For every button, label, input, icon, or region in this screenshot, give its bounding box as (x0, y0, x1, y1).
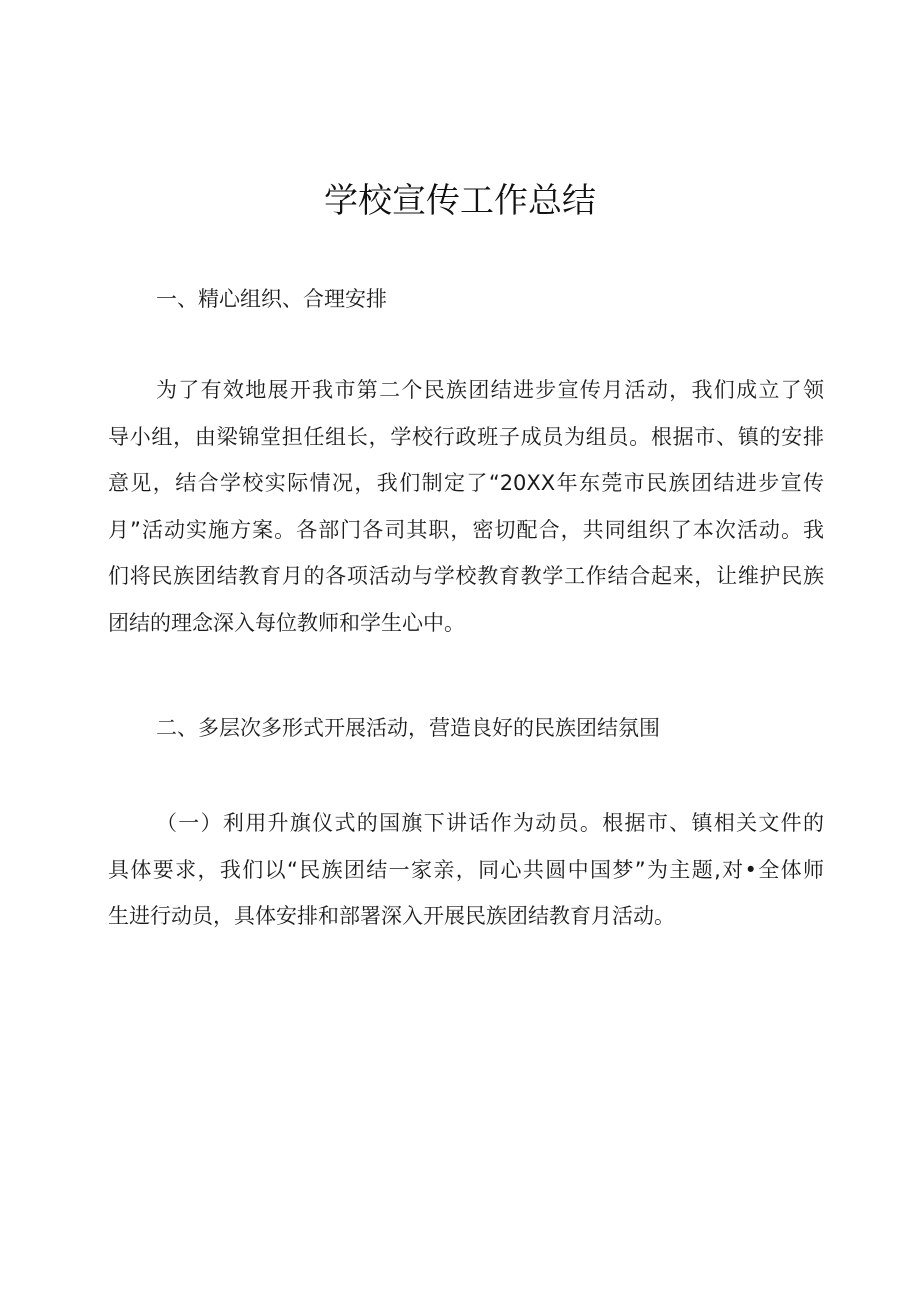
paragraph-line: 生进行动员，具体安排和部署深入开展民族团结教育月活动。 (108, 904, 675, 928)
section-1-paragraph (108, 367, 824, 646)
paragraph-line: （一）利用升旗仪式的国旗下讲话作为动员。根据市、镇相关文件的 (156, 811, 824, 835)
paragraph-line: 导小组，由梁锦堂担任组长，学校行政班子成员为组员。根据市、镇的安排 (108, 424, 824, 449)
paragraph-line: 具体要求，我们以“民族团结一家亲，同心共圆中国梦”为主题,对•全体师 (108, 857, 824, 882)
paragraph-line: 月”活动实施方案。各部门各司其职，密切配合，共同组织了本次活动。我 (108, 517, 824, 542)
section-1-heading: 一、精心组织、合理安排 (156, 287, 387, 311)
section-2-heading: 二、多层次多形式开展活动，营造良好的民族团结氛围 (156, 716, 660, 740)
paragraph-line: 为了有效地展开我市第二个民族团结进步宣传月活动，我们成立了领 (156, 378, 824, 402)
paragraph-line: 意见，结合学校实际情况，我们制定了“20XX年东莞市民族团结进步宣传 (108, 471, 824, 495)
paragraph-line: 们将民族团结教育月的各项活动与学校教育教学工作结合起来，让维护民族 (108, 564, 824, 588)
section-2-paragraph (108, 800, 824, 940)
document-title: 学校宣传工作总结 (324, 181, 596, 221)
paragraph-line: 团结的理念深入每位教师和学生心中。 (108, 610, 465, 635)
